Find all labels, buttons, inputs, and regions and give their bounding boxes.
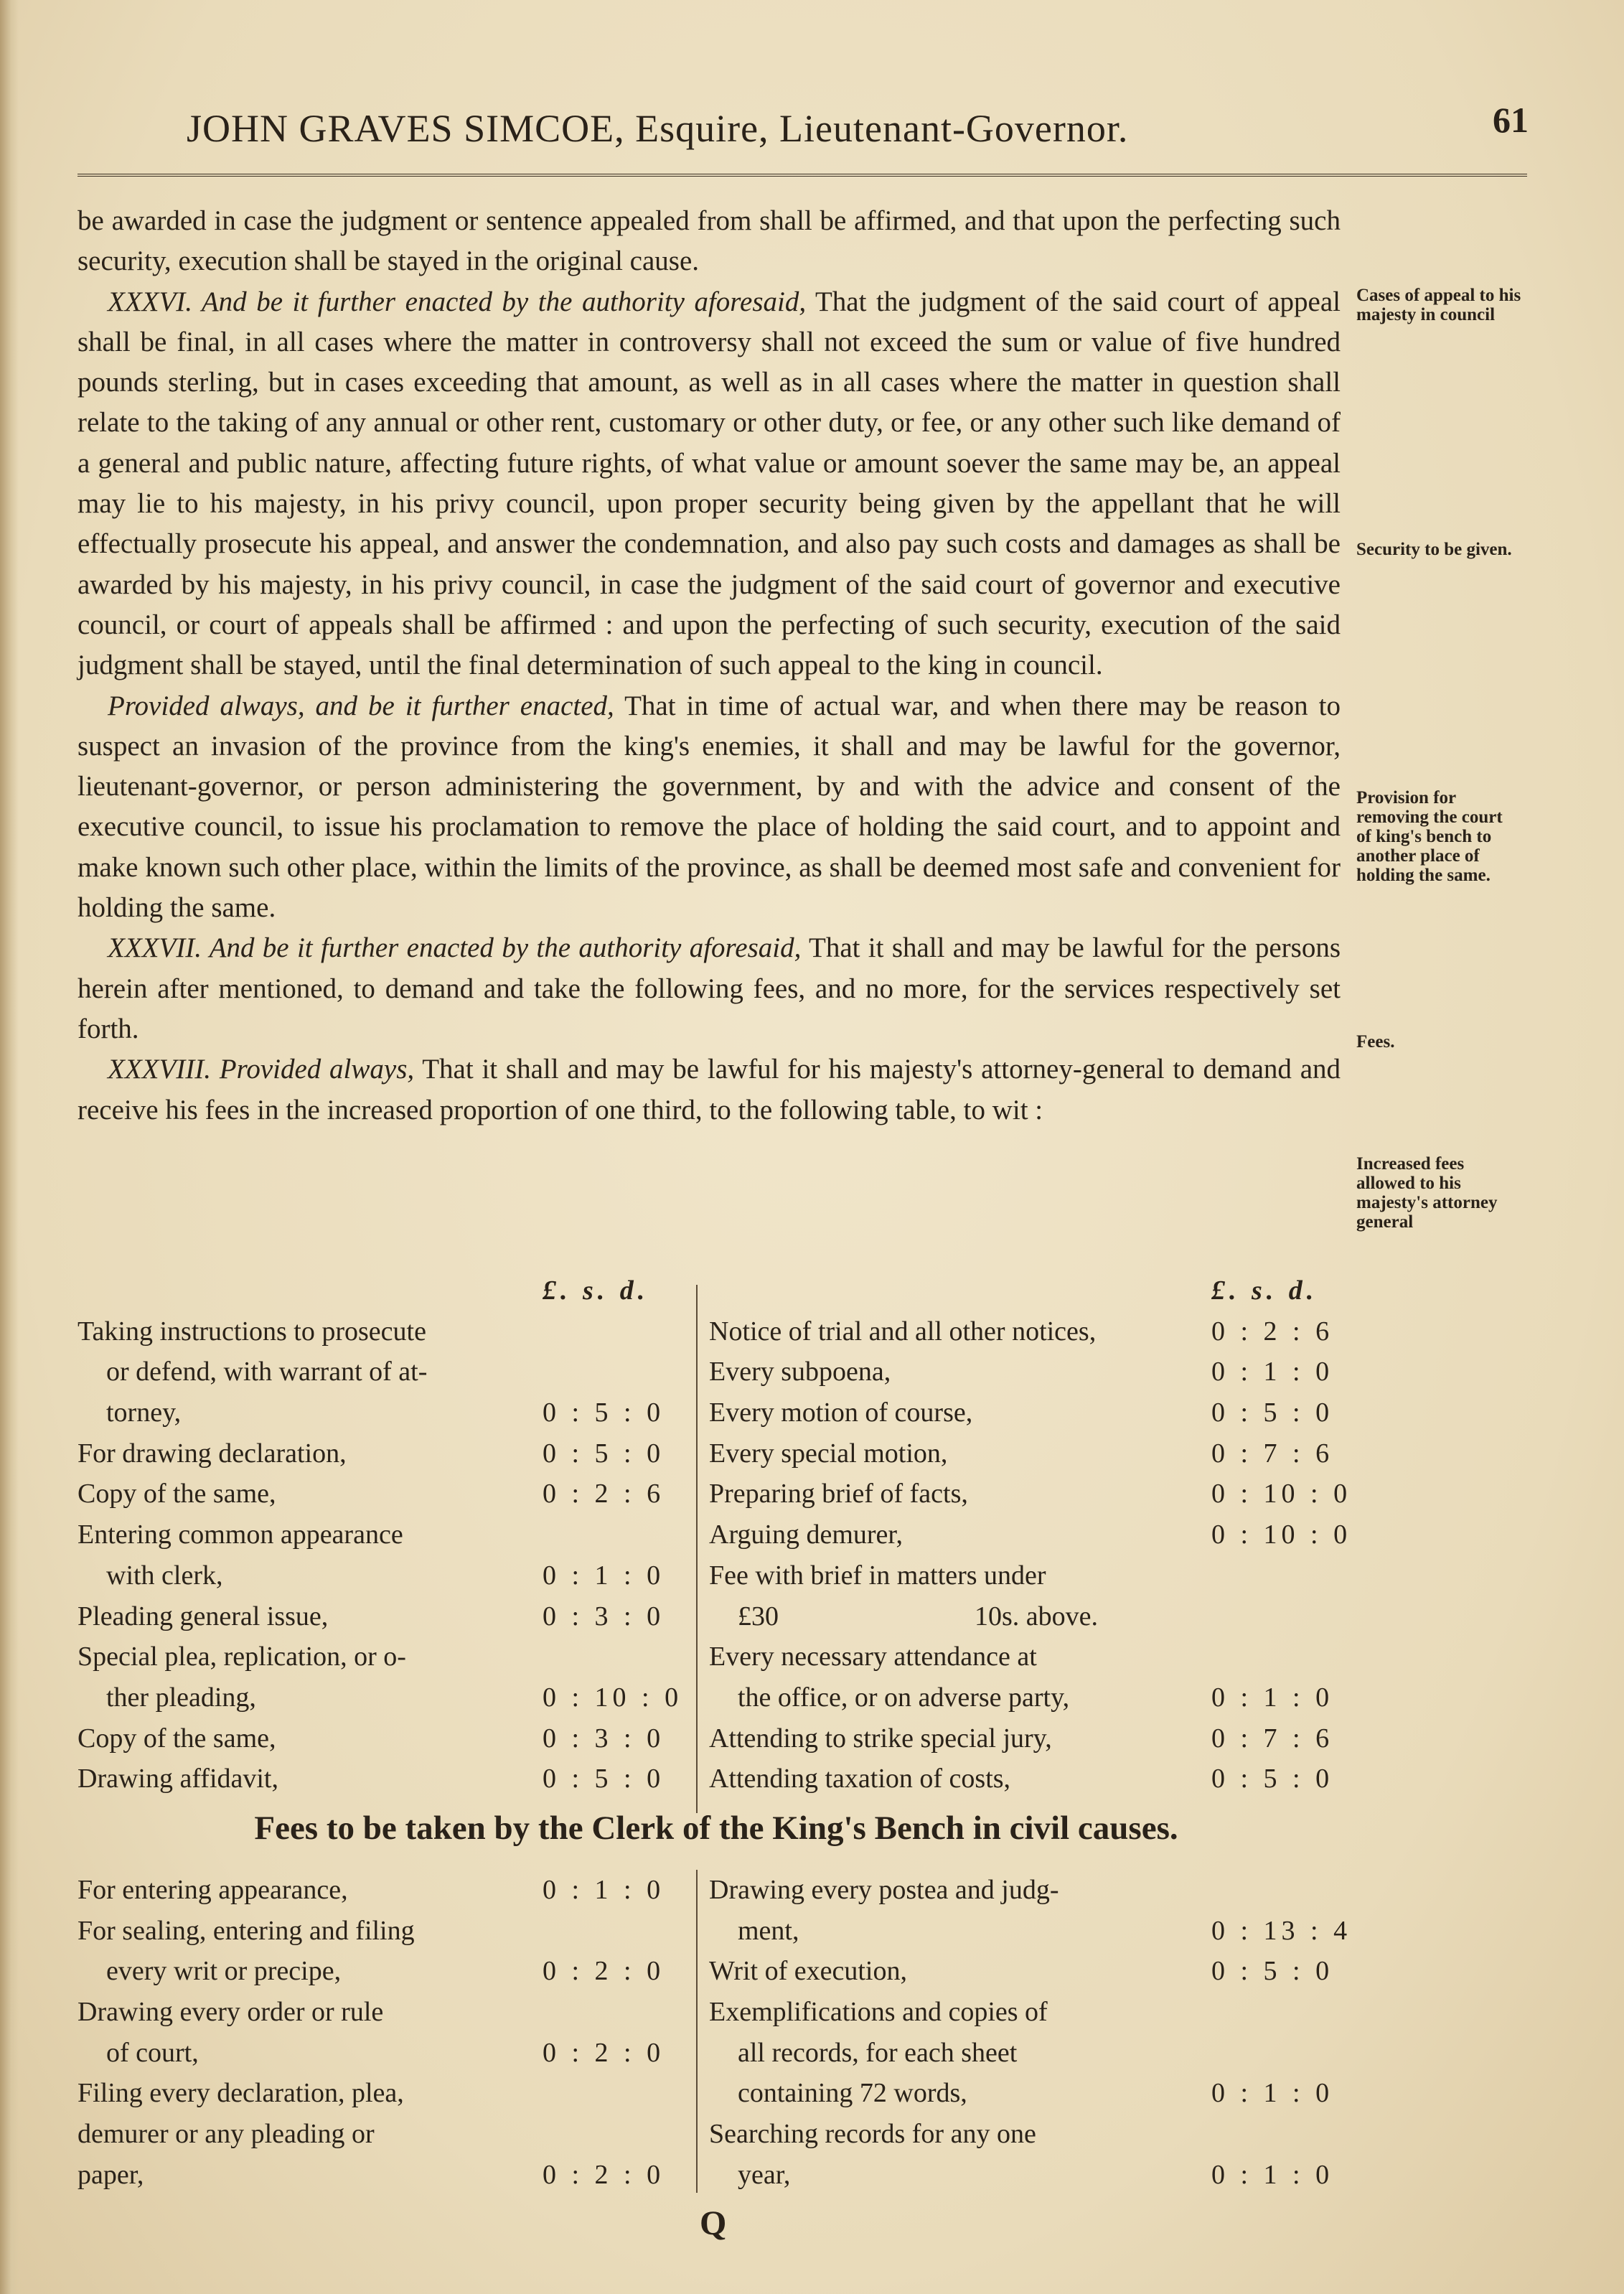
paragraph-lead: XXXVII. And be it further enacted by the authority aforesaid, <box>108 932 802 964</box>
fee-row <box>709 1911 1355 1952</box>
fee-item: or defend, with warrant of at- <box>106 1357 428 1387</box>
signature-mark: Q <box>700 2204 727 2242</box>
fee-column-right <box>709 1270 1355 1799</box>
fee-row <box>78 1392 695 1433</box>
fee-amount: 0 : 7 : 6 <box>1211 1438 1334 1469</box>
fee-amount: 0 : 5 : 0 <box>1211 1398 1334 1428</box>
fee-item-note: 10s. above. <box>975 1601 1099 1631</box>
fee-row <box>78 2033 695 2074</box>
paragraph-text: be awarded in case the judgment or sentence appealed from shall be affirmed, and that upon the perfecting such security, execution shall be stayed in the original cause. <box>78 205 1341 277</box>
fee-row <box>78 1474 695 1514</box>
fee-amount: 0 : 5 : 0 <box>543 1764 665 1794</box>
fee-row <box>709 1555 1355 1596</box>
side-note-appeal: Cases of appeal to his majesty in council <box>1356 286 1521 324</box>
fee-amount: 0 : 3 : 0 <box>543 1601 665 1631</box>
fee-row <box>709 1392 1355 1433</box>
fee-row <box>709 1951 1355 1992</box>
paragraph-xxxvi <box>78 282 1341 686</box>
currency-header: £. s. d. <box>1211 1275 1318 1306</box>
fee-row <box>709 1677 1355 1718</box>
side-note-increased-fees: Increased fees allowed to his majesty's attorney general <box>1356 1154 1498 1232</box>
fee-item: Every special motion, <box>709 1438 948 1469</box>
paragraph-text: That it shall and may be lawful for his majesty's attorney-general to demand and receive his fees in the increased proportion of one third, to the following table, to wit : <box>78 1054 1341 1125</box>
fee-item: Exemplifications and copies of <box>709 1997 1048 2028</box>
fee-item: Notice of trial and all other notices, <box>709 1316 1097 1347</box>
fee-row <box>709 1514 1355 1555</box>
page-number: 61 <box>1493 100 1529 140</box>
fee-row <box>709 1870 1355 1911</box>
paragraph-xxxviii <box>78 1049 1341 1130</box>
fee-amount: 0 : 10 : 0 <box>1211 1479 1352 1509</box>
fee-amount: 0 : 3 : 0 <box>543 1723 665 1754</box>
fee-row <box>78 1870 695 1911</box>
fee-row <box>709 1718 1355 1759</box>
fee-amount: 0 : 10 : 0 <box>543 1682 683 1713</box>
currency-header-row <box>78 1270 695 1311</box>
fee-item: Copy of the same, <box>78 1723 276 1754</box>
fee-amount: 0 : 5 : 0 <box>1211 1764 1334 1794</box>
fee-item: Filing every declaration, plea, <box>78 2078 404 2109</box>
fee-amount: 0 : 2 : 0 <box>543 1956 665 1987</box>
fee-row <box>78 1992 695 2033</box>
fee-row <box>78 2155 695 2196</box>
fee-item: Every subpoena, <box>709 1357 891 1387</box>
fee-item: Entering common appearance <box>78 1520 403 1550</box>
fee-row <box>78 2073 695 2114</box>
binding-gutter <box>0 0 19 2294</box>
fee-item: Fee with brief in matters under <box>709 1560 1046 1591</box>
fee-row <box>78 1555 695 1596</box>
fee-item: Every necessary attendance at <box>709 1642 1037 1672</box>
fee-row <box>709 1433 1355 1474</box>
paragraph-xxxvii <box>78 928 1341 1049</box>
fee-item: demurer or any pleading or <box>78 2119 375 2150</box>
paragraph-continuation <box>78 201 1341 282</box>
fee-amount: 0 : 10 : 0 <box>1211 1520 1352 1550</box>
paragraph-lead: XXXVI. And be it further enacted by the authority aforesaid, <box>108 286 807 317</box>
fee-row <box>78 1352 695 1392</box>
paragraph-lead: Provided always, and be it further enacted, <box>108 690 614 721</box>
column-divider <box>696 1285 698 1813</box>
paragraph-proviso <box>78 686 1341 929</box>
fee-row <box>709 1311 1355 1352</box>
fee-amount: 0 : 5 : 0 <box>1211 1956 1334 1987</box>
fee-rows <box>709 1311 1355 1799</box>
side-note-security: Security to be given. <box>1356 540 1512 559</box>
fee-amount: 0 : 5 : 0 <box>543 1438 665 1469</box>
paragraph-lead: XXXVIII. Provided always, <box>108 1054 415 1085</box>
fee-item: Drawing every postea and judg- <box>709 1875 1059 1905</box>
fee-item: Drawing affidavit, <box>78 1764 278 1794</box>
fee-item: containing 72 words, <box>738 2078 967 2109</box>
fee-amount: 0 : 2 : 6 <box>1211 1316 1334 1347</box>
fee-amount: 0 : 7 : 6 <box>1211 1723 1334 1754</box>
fee-amount: 0 : 5 : 0 <box>543 1398 665 1428</box>
fee-row <box>78 2114 695 2155</box>
fee-rows <box>78 1870 695 2196</box>
fee-row <box>709 2155 1355 2196</box>
fee-item: Attending to strike special jury, <box>709 1723 1052 1754</box>
fee-item: of court, <box>106 2037 199 2068</box>
fee-row <box>78 1718 695 1759</box>
fee-row <box>78 1677 695 1718</box>
fee-amount: 0 : 1 : 0 <box>1211 1357 1334 1387</box>
fee-row <box>78 1433 695 1474</box>
fee-item: £30 <box>738 1601 779 1631</box>
paragraph-text: That in time of actual war, and when there may be reason to suspect an invasion of the province from the king's enemies, it shall and may be lawful for the governor, lieutenant-governor, or person administering the government, by and with the advice and consent of the executive council, to issue his proclamation to remove the place of holding the said court, and to appoint and make known such other place, within the limits of the province, as shall be deemed most safe and convenient for holding the same. <box>78 690 1341 924</box>
fee-row <box>709 1637 1355 1677</box>
fee-item: every writ or precipe, <box>106 1956 342 1987</box>
fee-row <box>709 2114 1355 2155</box>
paragraph-text: That it shall and may be lawful for the persons herein after mentioned, to demand and take the following fees, and no more, for the services respectively set forth. <box>78 932 1341 1044</box>
fee-item: For drawing declaration, <box>78 1438 347 1469</box>
fee-item: Pleading general issue, <box>78 1601 329 1631</box>
fee-amount: 0 : 2 : 6 <box>543 1479 665 1509</box>
fee-row <box>709 1759 1355 1799</box>
fee-item: Attending taxation of costs, <box>709 1764 1011 1794</box>
fee-row <box>709 2073 1355 2114</box>
fee-item: Preparing brief of facts, <box>709 1479 968 1509</box>
fee-item: Drawing every order or rule <box>78 1997 384 2028</box>
statute-text <box>78 201 1341 1130</box>
fee-amount: 0 : 1 : 0 <box>1211 2159 1334 2190</box>
fee-row <box>78 1911 695 1952</box>
fee-item: For sealing, entering and filing <box>78 1915 415 1946</box>
fee-row <box>78 1596 695 1637</box>
fee-item: torney, <box>106 1398 182 1428</box>
fee-amount: 0 : 1 : 0 <box>543 1560 665 1591</box>
running-title: JOHN GRAVES SIMCOE, Esquire, Lieutenant-Governor. <box>187 107 1129 150</box>
currency-header: £. s. d. <box>543 1275 649 1306</box>
fee-item: paper, <box>78 2159 144 2190</box>
paragraph-text: That the judgment of the said court of appeal shall be final, in all cases where the matter in controversy shall not exceed the sum or value of five hundred pounds sterling, but in cases exceeding that amount, as well as in all cases where the matter in question shall relate to the taking of any annual or other rent, customary or other duty, or fee, or any other such like demand of a general and public nature, affecting future rights, of what value or amount soever the same may be, an appeal may lie to his majesty, in his privy council, upon proper security being given by the appellant that he will effectually prosecute his appeal, and answer the condemnation, and also pay such costs and damages as shall be awarded by his majesty, in his privy council, in case the judgment of the said court of governor and executive council, or court of appeals shall be affirmed : and upon the perfecting of such security, execution of the said judgment shall be stayed, until the final determination of such appeal to the king in council. <box>78 286 1341 681</box>
fee-item: Writ of execution, <box>709 1956 907 1987</box>
side-note-fees: Fees. <box>1356 1032 1395 1052</box>
fee-row <box>709 2033 1355 2074</box>
clerk-fees-heading: Fees to be taken by the Clerk of the King's Bench in civil causes. <box>254 1810 1178 1847</box>
fee-row <box>78 1637 695 1677</box>
fee-item: all records, for each sheet <box>738 2037 1018 2068</box>
fee-item: Every motion of course, <box>709 1398 973 1428</box>
page-header <box>187 100 1529 156</box>
header-rule <box>78 174 1527 177</box>
fee-row <box>709 1596 1355 1637</box>
fee-row <box>709 1352 1355 1392</box>
fee-rows <box>709 1870 1355 2196</box>
fee-amount: 0 : 1 : 0 <box>1211 2078 1334 2109</box>
fee-item: year, <box>738 2159 791 2190</box>
fee-rows <box>78 1311 695 1799</box>
fee-row <box>78 1951 695 1992</box>
fee-row <box>78 1311 695 1352</box>
fee-item: Special plea, replication, or o- <box>78 1642 406 1672</box>
fee-row <box>709 1992 1355 2033</box>
fee-amount: 0 : 2 : 0 <box>543 2037 665 2068</box>
fee-item: Searching records for any one <box>709 2119 1036 2150</box>
fee-column-left <box>78 1270 695 1799</box>
fee-row <box>709 1474 1355 1514</box>
fee-item: with clerk, <box>106 1560 223 1591</box>
currency-header-row <box>709 1270 1355 1311</box>
fee-item: Taking instructions to prosecute <box>78 1316 426 1347</box>
fee-row <box>78 1759 695 1799</box>
fee-amount: 0 : 1 : 0 <box>1211 1682 1334 1713</box>
fee-row <box>78 1514 695 1555</box>
fee-amount: 0 : 1 : 0 <box>543 1875 665 1905</box>
fee-item: ther pleading, <box>106 1682 256 1713</box>
fee-amount: 0 : 2 : 0 <box>543 2159 665 2190</box>
fee-item: Arguing demurer, <box>709 1520 903 1550</box>
fee-column-left <box>78 1870 695 2196</box>
fee-column-right <box>709 1870 1355 2196</box>
fee-item: For entering appearance, <box>78 1875 348 1905</box>
fee-item: the office, or on adverse party, <box>738 1682 1070 1713</box>
side-note-removal: Provision for removing the court of king's bench to another place of holding the same. <box>1356 788 1503 885</box>
fee-amount: 0 : 13 : 4 <box>1211 1915 1352 1946</box>
column-divider <box>696 1870 698 2193</box>
fee-item: Copy of the same, <box>78 1479 276 1509</box>
fee-item: ment, <box>738 1915 799 1946</box>
